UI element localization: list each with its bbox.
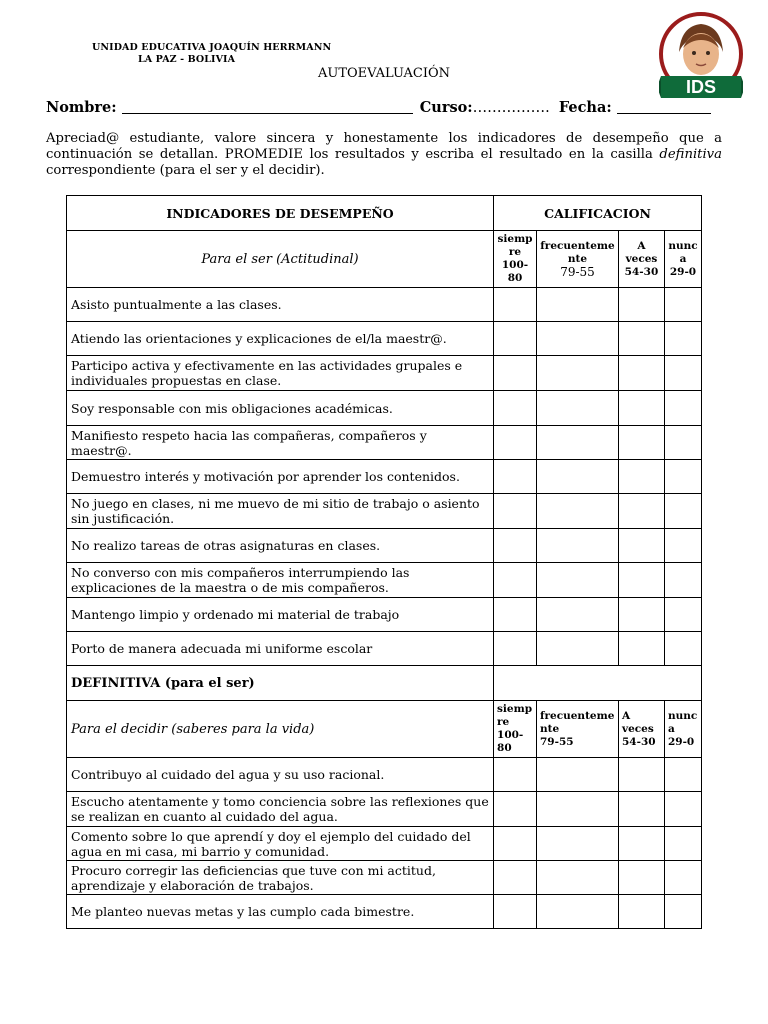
indicator-text: Procuro corregir las deficiencias que tuve con mi actitud, aprendizaje y elaboración de trabajos. <box>67 861 494 895</box>
indicator-text: Me planteo nuevas metas y las cumplo cada bimestre. <box>67 895 494 929</box>
rating-cell-siempre[interactable] <box>494 895 537 929</box>
nombre-field[interactable] <box>122 99 413 114</box>
rating-cell-frecuentemente[interactable] <box>537 895 619 929</box>
rating-cell-frecuentemente[interactable] <box>537 563 619 598</box>
rating-cell-frecuentemente[interactable] <box>537 598 619 632</box>
rating-cell-a-veces[interactable] <box>618 758 664 792</box>
rating-cell-frecuentemente[interactable] <box>537 827 619 861</box>
logo-text: IDS <box>685 77 717 97</box>
school-name: UNIDAD EDUCATIVA JOAQUÍN HERRMANN <box>92 42 332 53</box>
rating-cell-a-veces[interactable] <box>618 895 664 929</box>
rating-cell-nunca[interactable] <box>664 460 701 494</box>
indicator-text: Participo activa y efectivamente en las actividades grupales e individuales propuestas en clase. <box>67 356 494 391</box>
rating-cell-nunca[interactable] <box>664 529 701 563</box>
instructions <box>46 131 722 179</box>
evaluation-table <box>66 195 702 929</box>
rating-cell-siempre[interactable] <box>494 356 537 391</box>
section-decidir-row <box>67 701 702 758</box>
rating-cell-siempre[interactable] <box>494 827 537 861</box>
rating-cell-siempre[interactable] <box>494 792 537 827</box>
rating-cell-siempre[interactable] <box>494 288 537 322</box>
rating-cell-a-veces[interactable] <box>618 861 664 895</box>
rating-cell-nunca[interactable] <box>664 895 701 929</box>
rating-cell-a-veces[interactable] <box>618 460 664 494</box>
rating-cell-frecuentemente[interactable] <box>537 494 619 529</box>
rating-cell-nunca[interactable] <box>664 322 701 356</box>
rating-cell-a-veces[interactable] <box>618 563 664 598</box>
table-row <box>67 391 702 426</box>
indicator-text: Demuestro interés y motivación por aprender los contenidos. <box>67 460 494 494</box>
rating-cell-siempre[interactable] <box>494 322 537 356</box>
rating-cell-nunca[interactable] <box>664 288 701 322</box>
rating-cell-frecuentemente[interactable] <box>537 391 619 426</box>
student-fields <box>46 99 711 116</box>
rating-cell-nunca[interactable] <box>664 356 701 391</box>
rating-cell-frecuentemente[interactable] <box>537 288 619 322</box>
rating-cell-frecuentemente[interactable] <box>537 356 619 391</box>
indicator-text: Porto de manera adecuada mi uniforme escolar <box>67 632 494 666</box>
scale-a-veces-2: A veces 54-30 <box>618 701 664 758</box>
curso-field[interactable]: ……………. <box>472 100 550 116</box>
indicator-text: Comento sobre lo que aprendí y doy el ejemplo del cuidado del agua en mi casa, mi barrio y comunidad. <box>67 827 494 861</box>
section-decidir-title: Para el decidir (saberes para la vida) <box>67 701 494 758</box>
rating-cell-siempre[interactable] <box>494 563 537 598</box>
rating-cell-siempre[interactable] <box>494 426 537 460</box>
header-calificacion: CALIFICACION <box>494 196 702 231</box>
rating-cell-a-veces[interactable] <box>618 827 664 861</box>
rating-cell-nunca[interactable] <box>664 563 701 598</box>
rating-cell-frecuentemente[interactable] <box>537 322 619 356</box>
school-logo <box>659 12 743 104</box>
rating-cell-siempre[interactable] <box>494 861 537 895</box>
table-row <box>67 460 702 494</box>
table-row <box>67 563 702 598</box>
table-row <box>67 494 702 529</box>
indicator-text: No converso con mis compañeros interrumpiendo las explicaciones de la maestra o de mis compañeros. <box>67 563 494 598</box>
indicator-text: Asisto puntualmente a las clases. <box>67 288 494 322</box>
rating-cell-nunca[interactable] <box>664 792 701 827</box>
instructions-text: Apreciad@ estudiante, valore sincera y honestamente los indicadores de desempeño que a continuación se detallan. PROMEDIE los resultados y escriba el resultado en la casilla <box>46 131 722 162</box>
rating-cell-siempre[interactable] <box>494 391 537 426</box>
rating-cell-frecuentemente[interactable] <box>537 758 619 792</box>
rating-cell-a-veces[interactable] <box>618 391 664 426</box>
rating-cell-frecuentemente[interactable] <box>537 529 619 563</box>
table-row <box>67 861 702 895</box>
rating-cell-siempre[interactable] <box>494 494 537 529</box>
rating-cell-nunca[interactable] <box>664 827 701 861</box>
rating-cell-a-veces[interactable] <box>618 426 664 460</box>
rating-cell-frecuentemente[interactable] <box>537 460 619 494</box>
indicator-text: Escucho atentamente y tomo conciencia sobre las reflexiones que se realizan en cuanto al cuidado del agua. <box>67 792 494 827</box>
table-header-row <box>67 196 702 231</box>
rating-cell-nunca[interactable] <box>664 598 701 632</box>
table-row <box>67 758 702 792</box>
table-row <box>67 827 702 861</box>
rating-cell-a-veces[interactable] <box>618 632 664 666</box>
rating-cell-frecuentemente[interactable] <box>537 426 619 460</box>
definitiva-ser-label: DEFINITIVA (para el ser) <box>67 666 494 701</box>
section-ser-title: Para el ser (Actitudinal) <box>67 231 494 288</box>
scale-frecuentemente: frecuenteme nte 79-55 <box>537 231 619 288</box>
nombre-label: Nombre: <box>46 99 117 116</box>
indicator-text: Manifiesto respeto hacia las compañeras, compañeros y maestr@. <box>67 426 494 460</box>
rating-cell-frecuentemente[interactable] <box>537 792 619 827</box>
fecha-label: Fecha: <box>558 99 612 116</box>
rating-cell-nunca[interactable] <box>664 758 701 792</box>
section-ser-row <box>67 231 702 288</box>
instructions-emphasis: definitiva <box>659 147 722 162</box>
instructions-text-end: correspondiente (para el ser y el decidir). <box>46 163 325 178</box>
definitiva-ser-cell[interactable] <box>494 666 702 701</box>
table-row <box>67 356 702 391</box>
rating-cell-a-veces[interactable] <box>618 529 664 563</box>
rating-cell-nunca[interactable] <box>664 861 701 895</box>
rating-cell-nunca[interactable] <box>664 391 701 426</box>
table-row <box>67 288 702 322</box>
rating-cell-frecuentemente[interactable] <box>537 861 619 895</box>
page-title: AUTOEVALUACIÓN <box>317 66 451 81</box>
table-row <box>67 598 702 632</box>
indicator-text: Soy responsable con mis obligaciones académicas. <box>67 391 494 426</box>
table-row <box>67 792 702 827</box>
rating-cell-a-veces[interactable] <box>618 494 664 529</box>
scale-siempre-2: siemp re 100- 80 <box>494 701 537 758</box>
rating-cell-nunca[interactable] <box>664 494 701 529</box>
table-row <box>67 632 702 666</box>
indicator-text: Atiendo las orientaciones y explicaciones de el/la maestr@. <box>67 322 494 356</box>
rating-cell-a-veces[interactable] <box>618 288 664 322</box>
table-row <box>67 529 702 563</box>
indicator-text: Contribuyo al cuidado del agua y su uso racional. <box>67 758 494 792</box>
table-row <box>67 322 702 356</box>
scale-frecuentemente-2: frecuenteme nte 79-55 <box>537 701 619 758</box>
curso-label: Curso: <box>419 99 473 116</box>
indicator-text: Mantengo limpio y ordenado mi material de trabajo <box>67 598 494 632</box>
rating-cell-siempre[interactable] <box>494 632 537 666</box>
school-header <box>92 42 331 66</box>
rating-cell-nunca[interactable] <box>664 632 701 666</box>
scale-siempre: siemp re 100- 80 <box>494 231 537 288</box>
rating-cell-siempre[interactable] <box>494 460 537 494</box>
rating-cell-siempre[interactable] <box>494 598 537 632</box>
scale-a-veces: A veces 54-30 <box>618 231 664 288</box>
rating-cell-a-veces[interactable] <box>618 792 664 827</box>
rating-cell-frecuentemente[interactable] <box>537 632 619 666</box>
fecha-field[interactable] <box>617 99 711 114</box>
rating-cell-a-veces[interactable] <box>618 356 664 391</box>
rating-cell-siempre[interactable] <box>494 758 537 792</box>
rating-cell-a-veces[interactable] <box>618 322 664 356</box>
school-location: LA PAZ - BOLIVIA <box>138 54 236 65</box>
table-row <box>67 895 702 929</box>
definitiva-ser-row <box>67 666 702 701</box>
scale-nunca-2: nunc a 29-0 <box>664 701 701 758</box>
scale-nunca: nunc a 29-0 <box>664 231 701 288</box>
indicator-text: No juego en clases, ni me muevo de mi sitio de trabajo o asiento sin justificación. <box>67 494 494 529</box>
rating-cell-nunca[interactable] <box>664 426 701 460</box>
indicator-text: No realizo tareas de otras asignaturas en clases. <box>67 529 494 563</box>
rating-cell-siempre[interactable] <box>494 529 537 563</box>
table-row <box>67 426 702 460</box>
header-indicadores: INDICADORES DE DESEMPEÑO <box>67 196 494 231</box>
rating-cell-a-veces[interactable] <box>618 598 664 632</box>
